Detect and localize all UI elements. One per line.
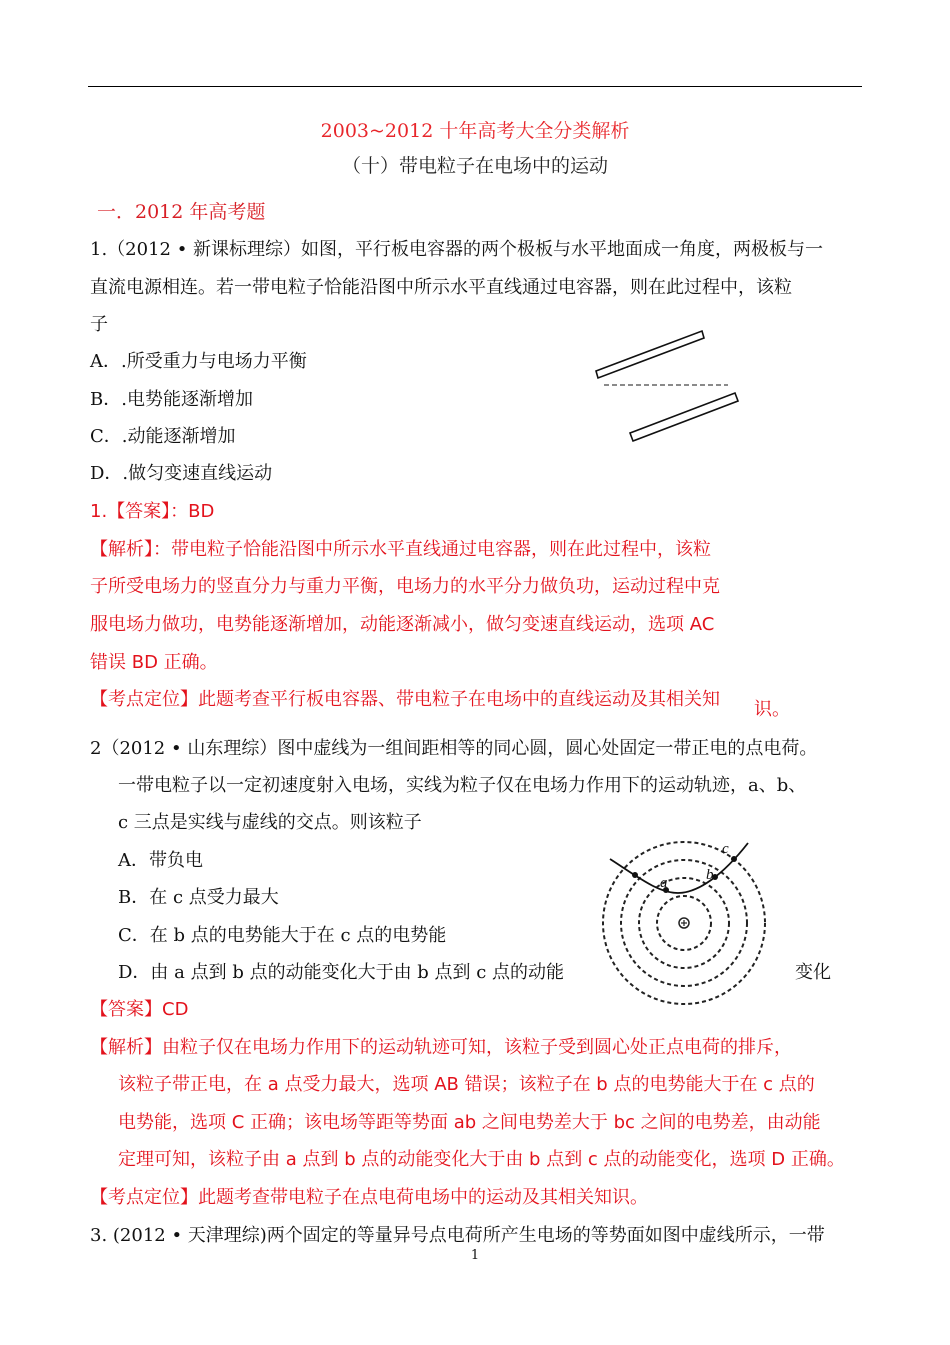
q2-option-d-tail: 变化 [795,962,831,983]
q2-stem-line-2: 一带电粒子以一定初速度射入电场，实线为粒子仅在电场力作用下的运动轨迹，a、b、 [118,775,807,796]
q1-option-d: D．.做匀变速直线运动 [90,463,273,484]
q1-option-c: C．.动能逐渐增加 [90,426,236,447]
q1-explanation-line-1: 【解析】：带电粒子恰能沿图中所示水平直线通过电容器，则在此过程中，该粒 [90,539,711,560]
q1-explanation-line-3: 服电场力做功，电势能逐渐增加，动能逐渐减小，做匀变速直线运动，选项 AC [90,614,715,635]
q2-stem-line-3: c 三点是实线与虚线的交点。则该粒子 [118,812,422,833]
concentric-circles-figure [598,835,778,1005]
q2-explanation-line-4: 定理可知，该粒子由 a 点到 b 点的动能变化大于由 b 点到 c 点的动能变化，选项 D 正确。 [118,1149,845,1170]
q1-keypoint: 【考点定位】此题考查平行板电容器、带电粒子在电场中的直线运动及其相关知 [90,689,720,710]
q2-option-c: C．在 b 点的电势能大于在 c 点的电势能 [118,925,447,946]
q1-explanation-line-4: 错误 BD 正确。 [90,652,218,673]
q2-option-b: B．在 c 点受力最大 [118,887,279,908]
q1-stem-line-3: 子 [90,314,108,335]
q2-answer: 【答案】CD [90,999,189,1020]
point-c-label: c [722,841,729,857]
document-title: 2003~2012 十年高考大全分类解析 [320,120,630,142]
point-a-label: a [660,875,668,891]
capacitor-figure [590,325,750,450]
q1-explanation-line-2: 子所受电场力的竖直分力与重力平衡，电场力的水平分力做负功，运动过程中克 [90,576,720,597]
chapter-title: （十）带电粒子在电场中的运动 [341,155,608,177]
point-b-label: b [706,867,714,883]
q1-option-a: A．.所受重力与电场力平衡 [90,351,307,372]
q2-explanation-line-2: 该粒子带正电，在 a 点受力最大，选项 AB 错误；该粒子在 b 点的电势能大于在 c 点的 [118,1074,815,1095]
q1-answer: 1.【答案】：BD [90,501,215,522]
q2-option-d: D．由 a 点到 b 点的动能变化大于由 b 点到 c 点的动能 [118,962,565,983]
q2-option-a: A．带负电 [118,850,203,871]
q1-stem-line-2: 直流电源相连。若一带电粒子恰能沿图中所示水平直线通过电容器，则在此过程中，该粒 [90,277,792,298]
q2-explanation-line-3: 电势能，选项 C 正确；该电场等距等势面 ab 之间电势差大于 bc 之间的电势差，由动能 [118,1112,821,1133]
q1-stem-line-1: 1.（2012 • 新课标理综）如图，平行板电容器的两个极板与水平地面成一角度，两极板与一 [90,239,824,260]
q1-keypoint-tail: 识。 [754,699,790,720]
section-heading: 一．2012 年高考题 [97,201,266,223]
page-number: 1 [470,1248,480,1263]
q2-stem-line-1: 2（2012 • 山东理综）图中虚线为一组间距相等的同心圆，圆心处固定一带正电的点电荷。 [90,738,818,759]
q2-keypoint: 【考点定位】此题考查带电粒子在点电荷电场中的运动及其相关知识。 [90,1187,648,1208]
header-rule [88,86,862,87]
q2-explanation-line-1: 【解析】由粒子仅在电场力作用下的运动轨迹可知，该粒子受到圆心处正点电荷的排斥， [90,1037,792,1058]
q3-stem: 3. (2012 • 天津理综)两个固定的等量异号点电荷所产生电场的等势面如图中虚线所示，一带 [90,1225,825,1246]
q1-option-b: B．.电势能逐渐增加 [90,389,253,410]
